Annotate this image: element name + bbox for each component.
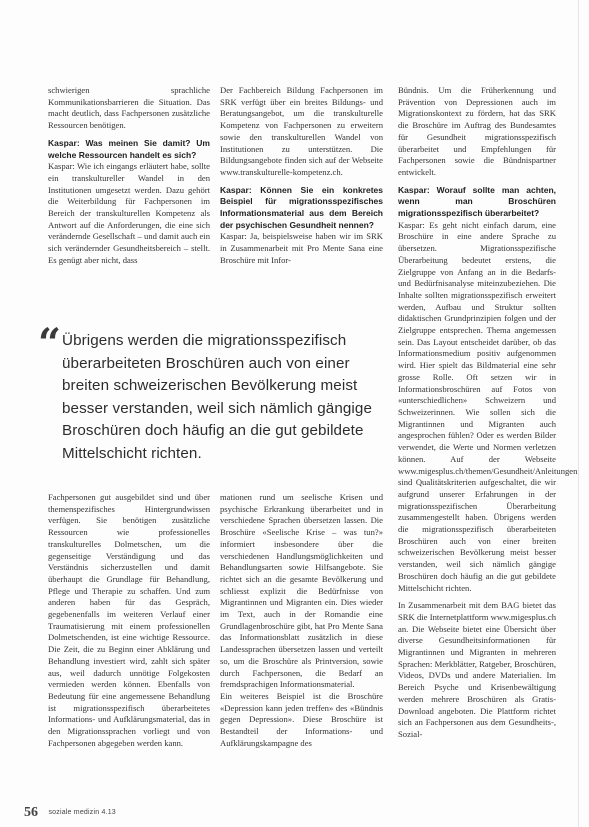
interview-answer: Kaspar: Ja, beispielsweise haben wir im SRK in Zusammenarbeit mit Pro Mente Sana eine Broschüre mit Infor-: [220, 231, 383, 265]
column-1-bottom: [48, 492, 210, 749]
column-1-top: [48, 85, 210, 267]
interview-question: Kaspar: Was meinen Sie damit? Um welche Ressourcen handelt es sich?: [48, 137, 210, 160]
pull-quote-text: Übrigens werden die migrationsspezifisch überarbeiteten Broschüren auch von einer breiten schweizerischen Bevölkerung meist besser verstanden, weil sich nämlich gängige Broschüren doch häufig an die gut gebildete Mittelschicht richten.: [62, 332, 373, 462]
paragraph: Bündnis. Um die Früherkennung und Prävention von Depressionen auch im Migrationskontext zu fördern, hat das SRK die Broschüre im Auftrag des Bundesamtes für Gesundheit migrationsspezifisch überarbeitet und Empfehlungen für Fachpersonen sowie die Bündnispartner entwickelt.: [398, 85, 556, 177]
interview-question: Kaspar: Können Sie ein konkretes Beispiel für migrationsspezifisches Informationsmaterial aus dem Bereich der psychischen Gesundheit nennen?: [220, 184, 383, 230]
interview-answer: Kaspar: Wie ich eingangs erläutert habe, sollte ein transkultureller Wandel in den Institutionen umgesetzt werden. Dazu gehört die Weiterbildung für Fachpersonen im Bereich der transkulturellen Kompetenz als Antwort auf die Anforderungen, die eine sich verändernde Gesellschaft – und damit auch ein sich verändernder Gesundheitsbereich – stellt. Es genügt aber nicht, dass: [48, 161, 210, 265]
page-edge-divider: [578, 0, 579, 827]
quotation-mark-icon: “: [38, 320, 62, 367]
page-number: 56: [24, 804, 38, 820]
column-2-bottom: [220, 492, 383, 749]
interview-question: Kaspar: Worauf sollte man achten, wenn man Broschüren migrationsspezifisch überarbeitet?: [398, 184, 556, 219]
magazine-name: soziale medizin 4.13: [48, 809, 116, 817]
column-3: [398, 85, 578, 741]
paragraph: schwierigen sprachliche Kommunikationsbarrieren die Situation. Das macht deutlich, dass Fachpersonen zusätzliche Ressourcen benötigen.: [48, 85, 210, 131]
paragraph: In Zusammenarbeit mit dem BAG bietet das SRK die Internetplattform www.migesplus.ch an. Die Webseite bietet eine Übersicht über diverse Gesundheitsinformationen für Migrantinnen und Migranten in mehreren Sprachen: Merkblätter, Ratgeber, Broschüren, Videos, DVDs und andere Materialien. Im Bereich Psyche und Krisenbewältigung werden mehrere Broschüren als Gratis-Download angeboten. Die Plattform richtet sich an Fachpersonen aus dem Gesundheits-, Sozial-: [398, 600, 556, 739]
pull-quote: [38, 320, 388, 466]
interview-answer: Kaspar: Es geht nicht einfach darum, eine Broschüre in eine andere Sprache zu übersetzen. Migrationsspezifische Überarbeitung bedeutet erstens, die Zielgruppe von Anfang an in die Bedarfs- und Bedürfnisanalyse miteinzubeziehen. Die Inhalte sollten migrationsspezifisch erweitert werden, Aufbau und Struktur sollten didaktischen Grundprinzipien folgen und der Zielgruppe entsprechen. Thema angemessen sein. Das Layout entscheidet darüber, ob das Informationsmedium positiv aufgenommen wird. Hier spielt das Bildmaterial eine sehr grosse Rolle. Oft setzen wir in Informationsbroschüren auf Fotos von «unterschiedlichen» Schweizern und Schweizerinnen. Wie sollen sich die Migrantinnen und Migranten auch angesprochen fühlen? Oder es werden Bilder verwendet, die Werte und Normen verletzen können. Auf der Webseite www.migesplus.ch/themen/Gesundheit/Anleitungen sind Qualitätskriterien aufgeschaltet, die wir aufgrund unserer Erfahrungen in der migrationsspezifischen Überarbeitung zusammengestellt haben. Übrigens werden die migrationsspezifisch überarbeiteten Broschüren auch von einer breiten schweizerischen Bevölkerung meist besser verstanden, weil sich nämlich gängige Broschüren doch häufig an die gut gebildete Mittelschicht richten.: [398, 219, 578, 593]
column-2-top: [220, 85, 383, 267]
page-footer: [24, 804, 116, 820]
paragraph: mationen rund um seelische Krisen und psychische Erkrankung überarbeitet und in verschiedene Sprachen übersetzen lassen. Die Broschüre «Seelische Krise – was tun?» informiert insbesondere über die verschiedenen Handlungsmöglichkeiten und Behandlungsarten sowie Hilfsangebote. Sie richtet sich an die gesamte Bevölkerung und schliesst explizit die Bedürfnisse von Migrantinnen und Migranten ein. Dies wieder im Text, auch in der Romandie eine Grundlagenbroschüre gibt, hat Pro Mente Sana das Informationsblatt zusätzlich in diese Landessprachen übersetzen lassen und verteilt so, um die Broschüre als Printversion, sowie durch Fachpersonen, die Bedarf an fremdsprachigen Informationsmaterial. Ein weiteres Beispiel ist die Broschüre «Depression kann jeden treffen» des «Bündnis gegen Depression». Diese Broschüre ist Bestandteil der Informations- und Aufklärungskampagne des: [220, 492, 383, 748]
paragraph: Der Fachbereich Bildung Fachpersonen im SRK verfügt über ein breites Bildungs- und Beratungsangebot, um die transkulturelle Kompetenz von Fachpersonen zu erweitern sowie den transkulturellen Wandel von Institutionen zu unterstützen. Die Bildungsangebote finden sich auf der Webseite www.transkulturelle-kompetenz.ch.: [220, 85, 383, 177]
paragraph: Fachpersonen gut ausgebildet sind und über themenspezifisches Hintergrundwissen verfügen. Sie benötigen zusätzliche Ressourcen wie professionelles transkulturelles Dolmetschen, um die gegenseitige Verständigung und das Verständnis sicherzustellen und damit überhaupt die Grundlage für Behandlung, Pflege und Therapie zu schaffen. Und zum anderen haben für das Gespräch, gegebenenfalls im weiteren Verlauf einer Traumatisierung mit einem professionellen Dolmetschenden, ist eine wichtige Ressource. Die Zeit, die zu Beginn einer Abklärung und Behandlung investiert wird, zahlt sich später aus, weil dadurch unnötige Folgekosten vermieden werden können. Ebenfalls von Bedeutung für eine angemessene Behandlung ist migrationsspezifisch überarbeitetes Informations- und Aufklärungsmaterial, das in den Migrationssprachen vorliegt und von Fachpersonen abgegeben werden kann.: [48, 492, 210, 748]
